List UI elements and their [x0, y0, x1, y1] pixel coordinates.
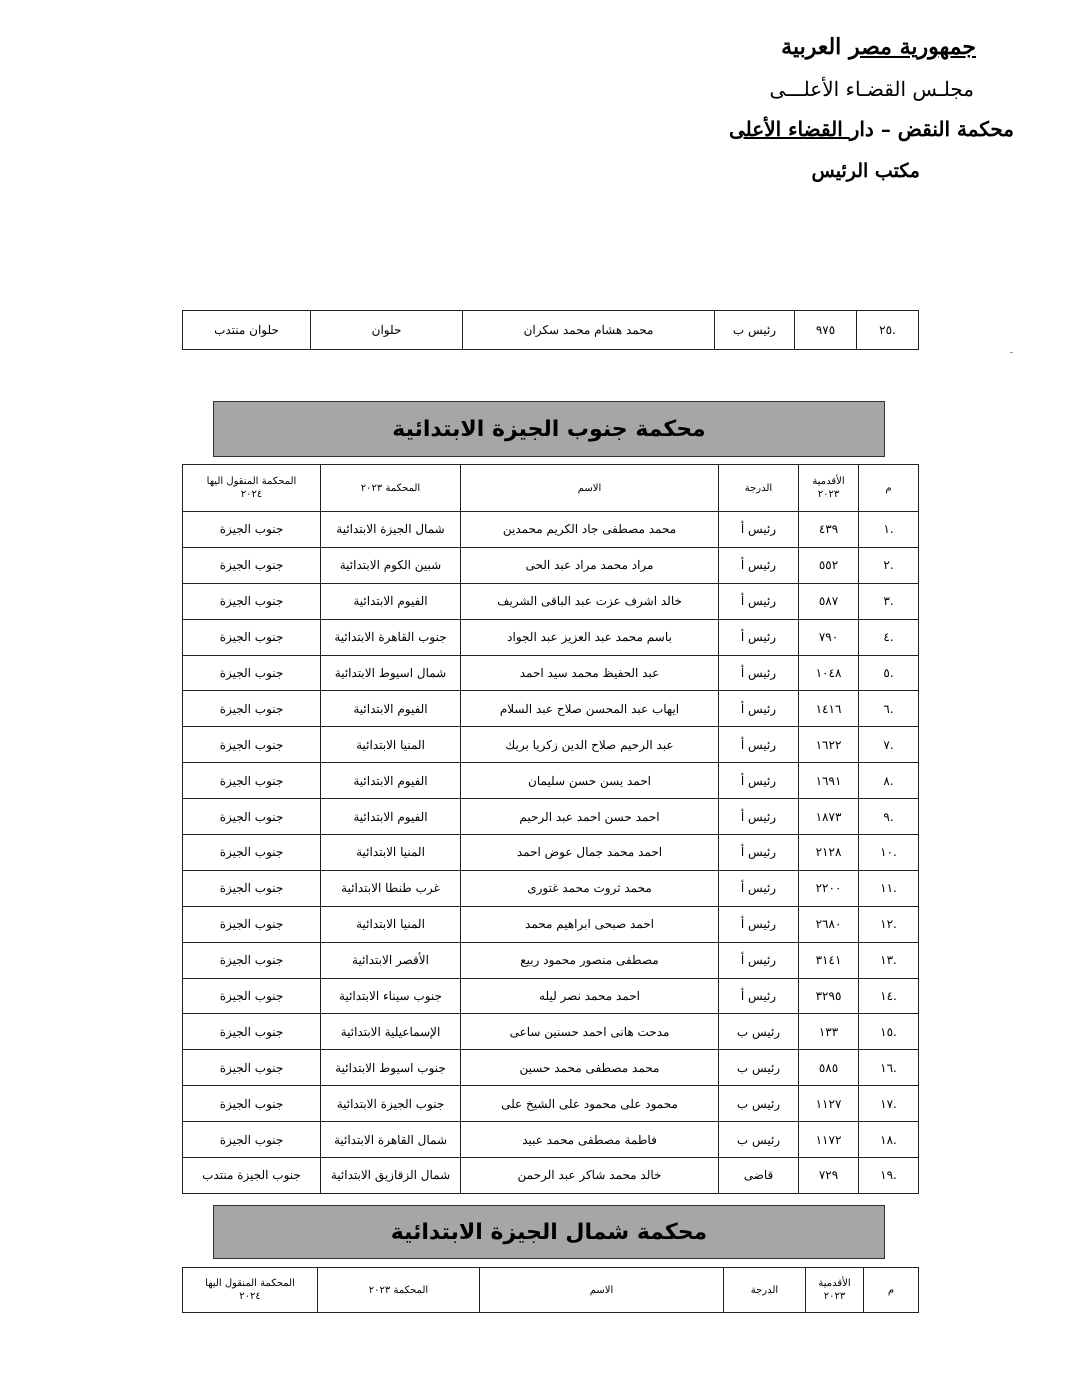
table-row — [183, 655, 919, 691]
cell-court-2024: جنوب الجيزة — [183, 547, 321, 583]
cell-court-2023: جنوب اسيوط الابتدائية — [321, 1050, 461, 1086]
col-header-num: م — [864, 1268, 919, 1313]
cell-num: .٢٥ — [857, 311, 919, 350]
cell-seniority: ٩٧٥ — [795, 311, 857, 350]
cell-grade: رئيس أ — [719, 835, 799, 871]
table-row — [183, 1050, 919, 1086]
col-header-seniority — [806, 1268, 864, 1313]
cell-grade: رئيس ب — [719, 1122, 799, 1158]
col-header-seniority — [799, 465, 859, 512]
cell-num: .٦ — [859, 691, 919, 727]
cell-seniority: ١١٧٢ — [799, 1122, 859, 1158]
cell-grade: رئيس أ — [719, 583, 799, 619]
cell-name: عبد الحفيظ محمد سيد احمد — [461, 655, 719, 691]
cell-court-2023: جنوب القاهرة الابتدائية — [321, 619, 461, 655]
cell-court-2024: جنوب الجيزة — [183, 763, 321, 799]
col-header-court-2024 — [183, 1268, 318, 1313]
cell-num: .١٨ — [859, 1122, 919, 1158]
cell-seniority: ٥٨٥ — [799, 1050, 859, 1086]
cell-grade: رئيس ب — [719, 1014, 799, 1050]
cell-court-2024: جنوب الجيزة — [183, 1014, 321, 1050]
letterhead-court-part-b: دار — [849, 117, 881, 141]
table-row — [183, 978, 919, 1014]
cell-grade: رئيس أ — [719, 547, 799, 583]
cell-grade: رئيس أ — [719, 512, 799, 548]
cell-court-2024: جنوب الجيزة — [183, 1086, 321, 1122]
cell-court-2024: جنوب الجيزة — [183, 835, 321, 871]
north-giza-table — [182, 1267, 919, 1313]
cell-num: .٧ — [859, 727, 919, 763]
table-row — [183, 691, 919, 727]
cell-grade: رئيس أ — [719, 619, 799, 655]
cell-grade: رئيس أ — [719, 978, 799, 1014]
table-row — [183, 1014, 919, 1050]
cell-court-2023: شمال الجيزة الابتدائية — [321, 512, 461, 548]
cell-court-2024: جنوب الجيزة — [183, 1050, 321, 1086]
col-header-seniority-line2: ٢٠٢٣ — [817, 489, 840, 500]
cell-court-2023: جنوب الجيزة الابتدائية — [321, 1086, 461, 1122]
cell-name: باسم محمد عبد العزيز عبد الجواد — [461, 619, 719, 655]
letterhead-court — [729, 117, 1014, 141]
cell-seniority: ١٠٤٨ — [799, 655, 859, 691]
cell-seniority: ٣٢٩٥ — [799, 978, 859, 1014]
table-row — [183, 763, 919, 799]
cell-num: .٥ — [859, 655, 919, 691]
cell-num: .٨ — [859, 763, 919, 799]
col-header-seniority-line2: ٢٠٢٣ — [823, 1291, 846, 1302]
cell-seniority: ١٤١٦ — [799, 691, 859, 727]
cell-seniority: ٢١٢٨ — [799, 835, 859, 871]
cell-court-2023: المنيا الابتدائية — [321, 727, 461, 763]
cell-court-2024: جنوب الجيزة — [183, 619, 321, 655]
cell-num: .٩ — [859, 799, 919, 835]
cell-grade: رئيس أ — [719, 727, 799, 763]
cell-name: مدحت هانى احمد حسنين ساعى — [461, 1014, 719, 1050]
letterhead-country — [781, 34, 976, 60]
table-header-row — [183, 1268, 919, 1313]
cell-name: مصطفى منصور محمود ربيع — [461, 942, 719, 978]
cell-court-2023: شبين الكوم الابتدائية — [321, 547, 461, 583]
cell-seniority: ٧٩٠ — [799, 619, 859, 655]
col-header-court-2024-line2: ٢٠٢٤ — [239, 1291, 261, 1302]
south-giza-rows — [183, 512, 919, 1194]
cell-name: احمد حسن احمد عبد الرحيم — [461, 799, 719, 835]
cell-court-2024: جنوب الجيزة — [183, 655, 321, 691]
stray-mark — [1010, 352, 1013, 353]
col-header-court-2023: المحكمة ٢٠٢٣ — [321, 465, 461, 512]
section-title-north-giza: محكمة شمال الجيزة الابتدائية — [213, 1205, 885, 1259]
cell-num: .١٩ — [859, 1158, 919, 1194]
cell-num: .٣ — [859, 583, 919, 619]
cell-name: مراد محمد مراد عبد الحى — [461, 547, 719, 583]
cell-seniority: ٣١٤١ — [799, 942, 859, 978]
cell-name: محمد هشام محمد سكران — [463, 311, 715, 350]
cell-num: .١٠ — [859, 835, 919, 871]
cell-court-2023: الفيوم الابتدائية — [321, 799, 461, 835]
cell-grade: رئيس أ — [719, 691, 799, 727]
section-title-south-giza: محكمة جنوب الجيزة الابتدائية — [213, 401, 885, 457]
cell-name: احمد يسن حسن سليمان — [461, 763, 719, 799]
cell-seniority: ١٣٣ — [799, 1014, 859, 1050]
col-header-grade: الدرجة — [724, 1268, 806, 1313]
cell-grade: رئيس أ — [719, 906, 799, 942]
cell-seniority: ١٨٧٣ — [799, 799, 859, 835]
col-header-court-2024-line1: المحكمة المنقول اليها — [205, 1278, 295, 1289]
cell-seniority: ٤٣٩ — [799, 512, 859, 548]
cell-court-2023: شمال القاهرة الابتدائية — [321, 1122, 461, 1158]
letterhead-court-part-a: محكمة النقض – — [880, 117, 1014, 141]
cell-grade: رئيس أ — [719, 655, 799, 691]
table-row — [183, 799, 919, 835]
cell-court-2023: الأقصر الابتدائية — [321, 942, 461, 978]
col-header-grade: الدرجة — [719, 465, 799, 512]
cell-seniority: ٢٢٠٠ — [799, 870, 859, 906]
letterhead-country-rest: العربية — [781, 34, 849, 60]
table-row — [183, 583, 919, 619]
cell-num: .١١ — [859, 870, 919, 906]
cell-name: خالد اشرف عزت عبد الباقى الشريف — [461, 583, 719, 619]
cell-name: محمد ثروت محمد غتورى — [461, 870, 719, 906]
cell-name: احمد محمد جمال عوض احمد — [461, 835, 719, 871]
cell-name: محمد مصطفى محمد حسين — [461, 1050, 719, 1086]
cell-num: .١٣ — [859, 942, 919, 978]
cell-court-2023: حلوان — [311, 311, 463, 350]
south-giza-table — [182, 464, 919, 1194]
cell-court-2024: جنوب الجيزة — [183, 727, 321, 763]
letterhead-office: مكتب الرئيس — [811, 160, 920, 182]
cell-name: ايهاب عبد المحسن صلاح عبد السلام — [461, 691, 719, 727]
table-row — [183, 906, 919, 942]
cell-name: فاطمة مصطفى محمد عبيد — [461, 1122, 719, 1158]
letterhead-council: مجلـس القضـاء الأعلـــى — [769, 77, 974, 101]
cell-name: محمد مصطفى جاد الكريم محمدين — [461, 512, 719, 548]
cell-court-2023: شمال الزقازيق الابتدائية — [321, 1158, 461, 1194]
cell-court-2024: جنوب الجيزة — [183, 799, 321, 835]
col-header-court-2023: المحكمة ٢٠٢٣ — [318, 1268, 480, 1313]
cell-seniority: ٧٢٩ — [799, 1158, 859, 1194]
cell-seniority: ١٦٢٢ — [799, 727, 859, 763]
cell-num: .١٦ — [859, 1050, 919, 1086]
cell-court-2024: حلوان منتدب — [183, 311, 311, 350]
cell-court-2023: الفيوم الابتدائية — [321, 691, 461, 727]
cell-court-2024: جنوب الجيزة منتدب — [183, 1158, 321, 1194]
table-row — [183, 727, 919, 763]
cell-court-2024: جنوب الجيزة — [183, 691, 321, 727]
col-header-seniority-line1: الأقدمية — [818, 1278, 851, 1289]
cell-num: .١٤ — [859, 978, 919, 1014]
table-row — [183, 619, 919, 655]
cell-court-2024: جنوب الجيزة — [183, 583, 321, 619]
cell-court-2024: جنوب الجيزة — [183, 942, 321, 978]
cell-num: .١٧ — [859, 1086, 919, 1122]
cell-court-2024: جنوب الجيزة — [183, 512, 321, 548]
table-row — [183, 547, 919, 583]
cell-grade: رئيس أ — [719, 942, 799, 978]
cell-court-2023: جنوب سيناء الابتدائية — [321, 978, 461, 1014]
cell-name: عبد الرحيم صلاح الدين زكريا بريك — [461, 727, 719, 763]
cell-grade: رئيس ب — [719, 1086, 799, 1122]
cell-court-2023: الفيوم الابتدائية — [321, 583, 461, 619]
cell-court-2024: جنوب الجيزة — [183, 1122, 321, 1158]
cell-name: احمد صبحى ابراهيم محمد — [461, 906, 719, 942]
col-header-name: الاسم — [461, 465, 719, 512]
cell-grade: قاضى — [719, 1158, 799, 1194]
col-header-court-2024-line2: ٢٠٢٤ — [240, 489, 263, 500]
table-row — [183, 835, 919, 871]
cell-court-2023: الفيوم الابتدائية — [321, 763, 461, 799]
carryover-table — [182, 310, 919, 350]
cell-grade: رئيس أ — [719, 799, 799, 835]
cell-grade: رئيس أ — [719, 763, 799, 799]
cell-court-2023: غرب طنطا الابتدائية — [321, 870, 461, 906]
table-row — [183, 942, 919, 978]
cell-name: محمود على محمود على الشيخ على — [461, 1086, 719, 1122]
cell-court-2024: جنوب الجيزة — [183, 906, 321, 942]
cell-seniority: ٥٨٧ — [799, 583, 859, 619]
table-row — [183, 1158, 919, 1194]
table-row — [183, 512, 919, 548]
cell-court-2024: جنوب الجيزة — [183, 978, 321, 1014]
letterhead-court-part-c: القضاء الأعلى — [728, 117, 850, 141]
cell-name: احمد محمد نصر ليله — [461, 978, 719, 1014]
table-row — [183, 1086, 919, 1122]
cell-court-2023: المنيا الابتدائية — [321, 835, 461, 871]
col-header-court-2024-line1: المحكمة المنقول اليها — [206, 476, 297, 487]
cell-num: .٢ — [859, 547, 919, 583]
cell-name: خالد محمد شاكر عبد الرحمن — [461, 1158, 719, 1194]
letterhead-country-underlined: جمهورية مصر — [848, 34, 976, 60]
cell-grade: رئيس أ — [719, 870, 799, 906]
cell-grade: رئيس ب — [719, 1050, 799, 1086]
table-row — [183, 1122, 919, 1158]
cell-seniority: ٢٦٨٠ — [799, 906, 859, 942]
cell-grade: رئيس ب — [715, 311, 795, 350]
cell-court-2023: المنيا الابتدائية — [321, 906, 461, 942]
cell-num: .١٢ — [859, 906, 919, 942]
table-row — [183, 870, 919, 906]
cell-num: .١٥ — [859, 1014, 919, 1050]
table-header-row — [183, 465, 919, 512]
cell-court-2023: شمال اسيوط الابتدائية — [321, 655, 461, 691]
cell-court-2024: جنوب الجيزة — [183, 870, 321, 906]
col-header-seniority-line1: الأقدمية — [812, 476, 845, 487]
cell-seniority: ٥٥٢ — [799, 547, 859, 583]
cell-seniority: ١١٢٧ — [799, 1086, 859, 1122]
col-header-num: م — [859, 465, 919, 512]
col-header-name: الاسم — [480, 1268, 724, 1313]
table-row — [183, 311, 919, 350]
cell-num: .١ — [859, 512, 919, 548]
cell-seniority: ١٦٩١ — [799, 763, 859, 799]
cell-num: .٤ — [859, 619, 919, 655]
col-header-court-2024 — [183, 465, 321, 512]
cell-court-2023: الإسماعيلية الابتدائية — [321, 1014, 461, 1050]
